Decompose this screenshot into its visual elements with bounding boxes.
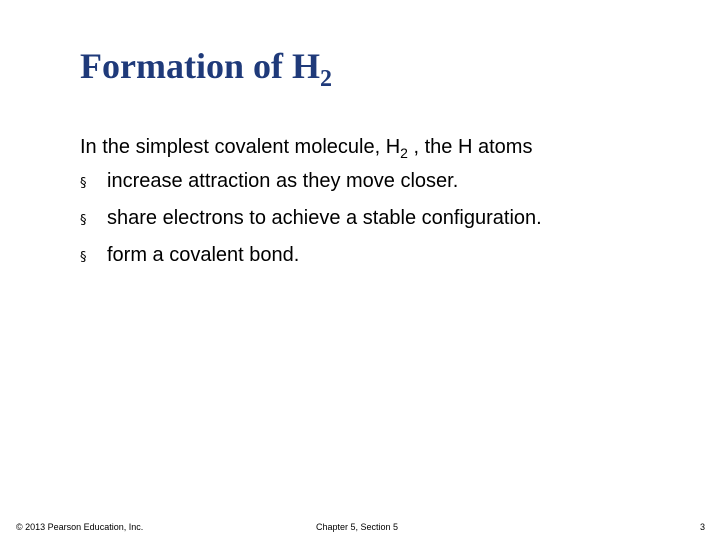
slide-title-text: Formation of H bbox=[80, 46, 320, 86]
bullet-marker-icon: § bbox=[80, 250, 87, 265]
bullet-item bbox=[80, 238, 680, 275]
footer-copyright: © 2013 Pearson Education, Inc. bbox=[16, 522, 144, 532]
intro-line bbox=[80, 130, 680, 164]
slide-body bbox=[80, 130, 680, 275]
bullet-text: increase attraction as they move closer. bbox=[107, 170, 459, 192]
intro-text-before: In the simplest covalent molecule, H bbox=[80, 136, 401, 158]
footer-chapter: Chapter 5, Section 5 bbox=[316, 522, 399, 532]
intro-subscript: 2 bbox=[400, 145, 408, 161]
bullet-text: form a covalent bond. bbox=[107, 244, 300, 266]
bullet-item bbox=[80, 164, 680, 201]
slide-title-subscript: 2 bbox=[319, 66, 332, 92]
footer-page-number: 3 bbox=[700, 522, 706, 532]
intro-text-after: , the H atoms bbox=[407, 136, 533, 158]
bullet-item bbox=[80, 201, 680, 238]
slide-title bbox=[80, 45, 332, 92]
bullet-marker-icon: § bbox=[80, 176, 87, 191]
bullet-list bbox=[80, 164, 680, 275]
bullet-marker-icon: § bbox=[80, 213, 87, 228]
bullet-text: share electrons to achieve a stable configuration. bbox=[107, 207, 542, 229]
